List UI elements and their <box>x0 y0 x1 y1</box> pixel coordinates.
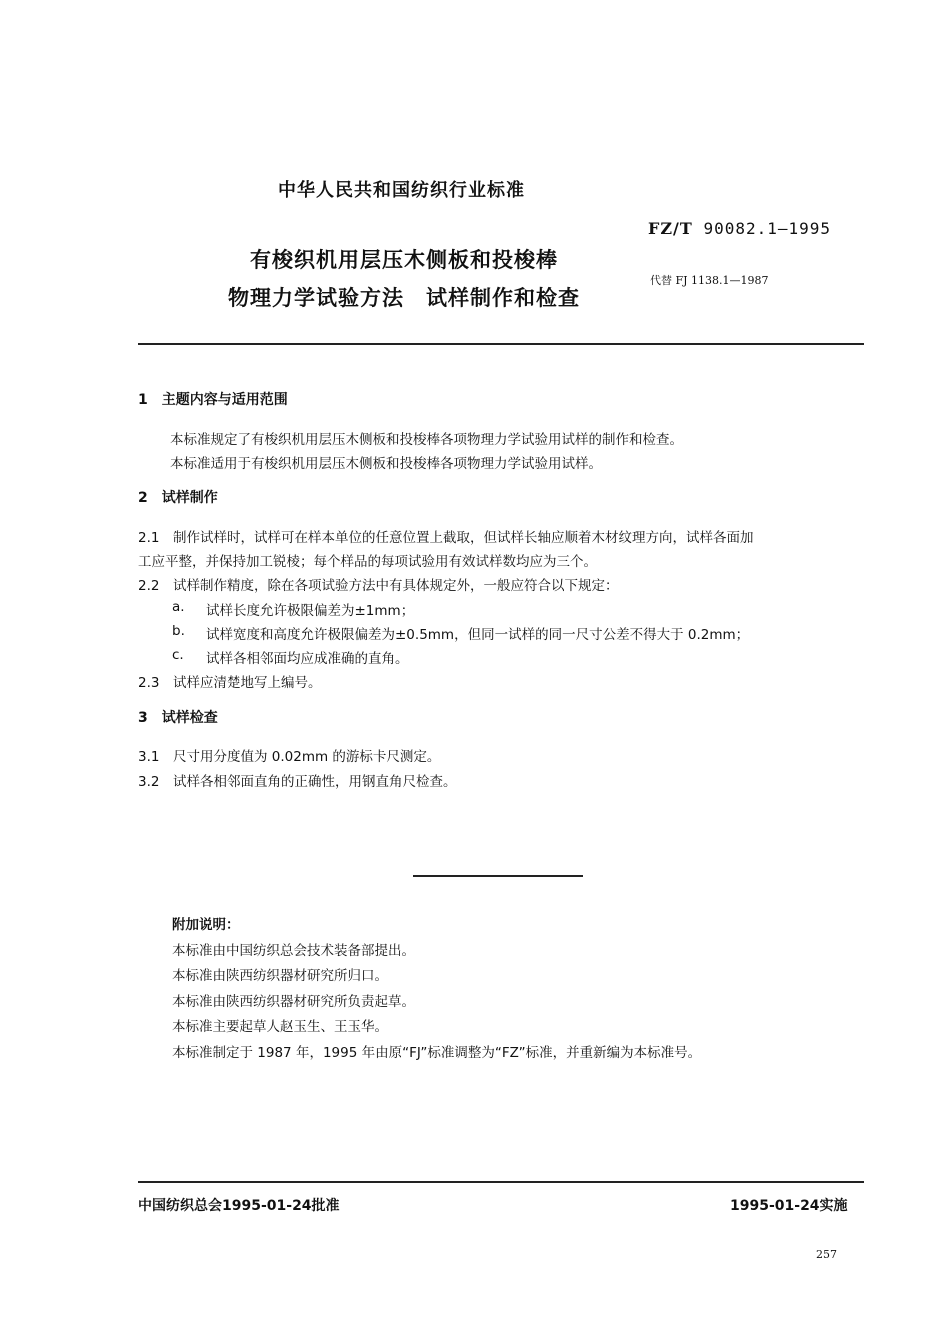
list-item-marker: c. <box>172 647 184 663</box>
effective-date: 1995-01-24实施 <box>730 1198 848 1214</box>
list-item-marker: a. <box>172 599 185 615</box>
standard-number <box>648 219 831 238</box>
section1-paragraph2: 本标准适用于有梭织机用层压木侧板和投梭棒各项物理力学试验用试样。 <box>170 456 602 472</box>
header-divider <box>138 343 864 345</box>
approval-date: 中国纺织总会1995-01-24批准 <box>138 1198 340 1214</box>
notes-line: 本标准制定于 1987 年，1995 年由原“FJ”标准调整为“FZ”标准，并重新编为本标准号。 <box>172 1045 702 1061</box>
list-item-marker: b. <box>172 623 185 639</box>
clause-2-3: 2.3 试样应清楚地写上编号。 <box>138 675 322 691</box>
clause-3-2: 3.2 试样各相邻面直角的正确性，用钢直角尺检查。 <box>138 774 457 790</box>
notes-line: 本标准主要起草人赵玉生、王玉华。 <box>172 1019 388 1035</box>
section1-paragraph1: 本标准规定了有梭织机用层压木侧板和投梭棒各项物理力学试验用试样的制作和检查。 <box>170 432 683 448</box>
standard-number-value: 90082.1—1995 <box>703 219 832 238</box>
list-item-text: 试样各相邻面均应成准确的直角。 <box>206 651 409 667</box>
clause-2-2: 2.2 试样制作精度，除在各项试验方法中有具体规定外，一般应符合以下规定： <box>138 578 619 594</box>
section2-heading: 2 试样制作 <box>138 490 218 506</box>
section3-heading: 3 试样检查 <box>138 710 218 726</box>
end-of-text-rule <box>413 875 583 877</box>
notes-heading: 附加说明： <box>172 917 240 933</box>
document-title-line2: 物理力学试验方法 试样制作和检查 <box>228 286 580 310</box>
clause-2-1-line2: 工应平整，并保持加工锐棱；每个样品的每项试验用有效试样数均应为三个。 <box>138 554 597 570</box>
notes-line: 本标准由陕西纺织器材研究所负责起草。 <box>172 994 415 1010</box>
list-item-text: 试样长度允许极限偏差为±1mm； <box>206 603 415 619</box>
replaces-standard: 代替 FJ 1138.1—1987 <box>650 274 769 287</box>
section1-heading: 1 主题内容与适用范围 <box>138 392 288 408</box>
clause-2-1-line1: 2.1 制作试样时，试样可在样本单位的任意位置上截取，但试样长轴应顺着木材纹理方向，试样各面加 <box>138 530 754 546</box>
clause-3-1: 3.1 尺寸用分度值为 0.02mm 的游标卡尺测定。 <box>138 749 441 765</box>
standard-number-prefix: FZ/T <box>648 219 693 238</box>
list-item-text: 试样宽度和高度允许极限偏差为±0.5mm，但同一试样的同一尺寸公差不得大于 0.2mm； <box>206 627 750 643</box>
notes-line: 本标准由陕西纺织器材研究所归口。 <box>172 968 388 984</box>
footer-divider <box>138 1181 864 1183</box>
document-title-line1: 有梭织机用层压木侧板和投梭棒 <box>250 248 558 272</box>
industry-standard-heading: 中华人民共和国纺织行业标准 <box>278 180 525 201</box>
page-number: 257 <box>816 1248 837 1261</box>
notes-line: 本标准由中国纺织总会技术装备部提出。 <box>172 943 415 959</box>
